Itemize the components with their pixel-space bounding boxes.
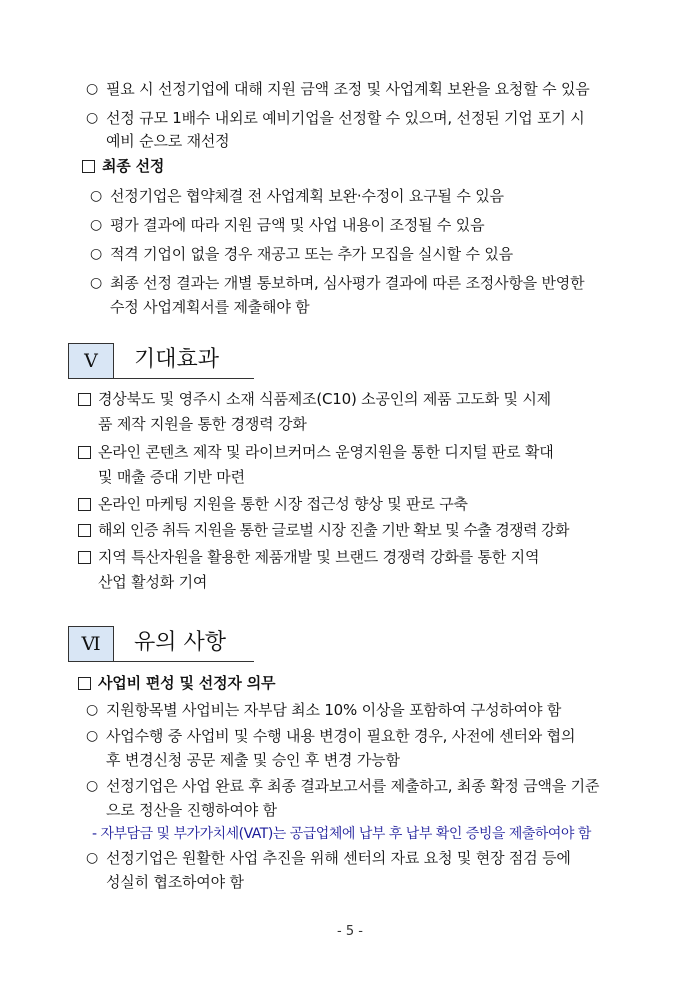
section-title: 기대효과 [134, 347, 220, 372]
circle-bullet-icon: ○ [90, 275, 103, 291]
list-item: 최종 선정 결과는 개별 통보하며, 심사평가 결과에 따른 조정사항을 반영한 [110, 274, 585, 292]
list-item-continuation: 예비 순으로 재선정 [106, 132, 230, 150]
subsection-heading: 사업비 편성 및 선정자 의무 [98, 674, 276, 692]
circle-bullet-icon: ○ [86, 850, 99, 866]
circle-bullet-icon: ○ [86, 778, 99, 794]
list-item: 평가 결과에 따라 지원 금액 및 사업 내용이 조정될 수 있음 [110, 216, 485, 234]
list-item: 적격 기업이 없을 경우 재공고 또는 추가 모집을 실시할 수 있음 [110, 245, 513, 263]
circle-bullet-icon: ○ [90, 246, 103, 262]
box-bullet-icon [82, 160, 95, 173]
list-item: 해외 인증 취득 지원을 통한 글로벌 시장 진출 기반 확보 및 수출 경쟁력 강화 [98, 521, 569, 539]
circle-bullet-icon: ○ [90, 217, 103, 233]
box-bullet-icon [78, 677, 91, 690]
section-underline [112, 661, 254, 662]
list-item: 선정기업은 사업 완료 후 최종 결과보고서를 제출하고, 최종 확정 금액을 기준 [106, 777, 600, 795]
list-item: 지역 특산자원을 활용한 제품개발 및 브랜드 경쟁력 강화를 통한 지역 [98, 548, 540, 566]
box-bullet-icon [78, 551, 91, 564]
list-item-continuation: 수정 사업계획서를 제출해야 함 [110, 298, 310, 316]
box-bullet-icon [78, 498, 91, 511]
list-item: 온라인 콘텐츠 제작 및 라이브커머스 운영지원을 통한 디지털 판로 확대 [98, 443, 554, 461]
list-item: 사업수행 중 사업비 및 수행 내용 변경이 필요한 경우, 사전에 센터와 협의 [106, 727, 576, 745]
list-item: 필요 시 선정기업에 대해 지원 금액 조정 및 사업계획 보완을 요청할 수 있음 [106, 80, 590, 98]
circle-bullet-icon: ○ [86, 81, 99, 97]
list-item-continuation: 품 제작 지원을 통한 경쟁력 강화 [98, 415, 307, 433]
list-item: 지원항목별 사업비는 자부담 최소 10% 이상을 포함하여 구성하여야 함 [106, 701, 562, 719]
section-underline [112, 378, 254, 379]
circle-bullet-icon: ○ [86, 110, 99, 126]
list-item-continuation: 산업 활성화 기여 [98, 573, 208, 591]
circle-bullet-icon: ○ [86, 728, 99, 744]
vat-note: - 자부담금 및 부가가치세(VAT)는 공급업체에 납부 후 납부 확인 증빙을 제출하여야 함 [92, 826, 591, 842]
section-number-box: V [68, 343, 114, 379]
list-item: 온라인 마케팅 지원을 통한 시장 접근성 향상 및 판로 구축 [98, 495, 468, 513]
list-item-continuation: 후 변경신청 공문 제출 및 승인 후 변경 가능함 [106, 751, 400, 769]
box-bullet-icon [78, 524, 91, 537]
box-bullet-icon [78, 393, 91, 406]
section-number-box: Ⅵ [68, 626, 114, 662]
box-bullet-icon [78, 446, 91, 459]
list-item: 선정기업은 원활한 사업 추진을 위해 센터의 자료 요청 및 현장 점검 등에 [106, 849, 571, 867]
list-item-continuation: 으로 정산을 진행하여야 함 [106, 801, 277, 819]
list-item: 선정 규모 1배수 내외로 예비기업을 선정할 수 있으며, 선정된 기업 포기 시 [106, 109, 585, 127]
section-title: 유의 사항 [134, 630, 227, 655]
page-number: - 5 - [337, 924, 363, 939]
circle-bullet-icon: ○ [86, 702, 99, 718]
list-item: 선정기업은 협약체결 전 사업계획 보완·수정이 요구될 수 있음 [110, 187, 504, 205]
list-item-continuation: 및 매출 증대 기반 마련 [98, 468, 245, 486]
circle-bullet-icon: ○ [90, 188, 103, 204]
list-item: 경상북도 및 영주시 소재 식품제조(C10) 소공인의 제품 고도화 및 시제 [98, 390, 551, 408]
list-item-continuation: 성실히 협조하여야 함 [106, 873, 244, 891]
subsection-heading: 최종 선정 [102, 157, 165, 175]
